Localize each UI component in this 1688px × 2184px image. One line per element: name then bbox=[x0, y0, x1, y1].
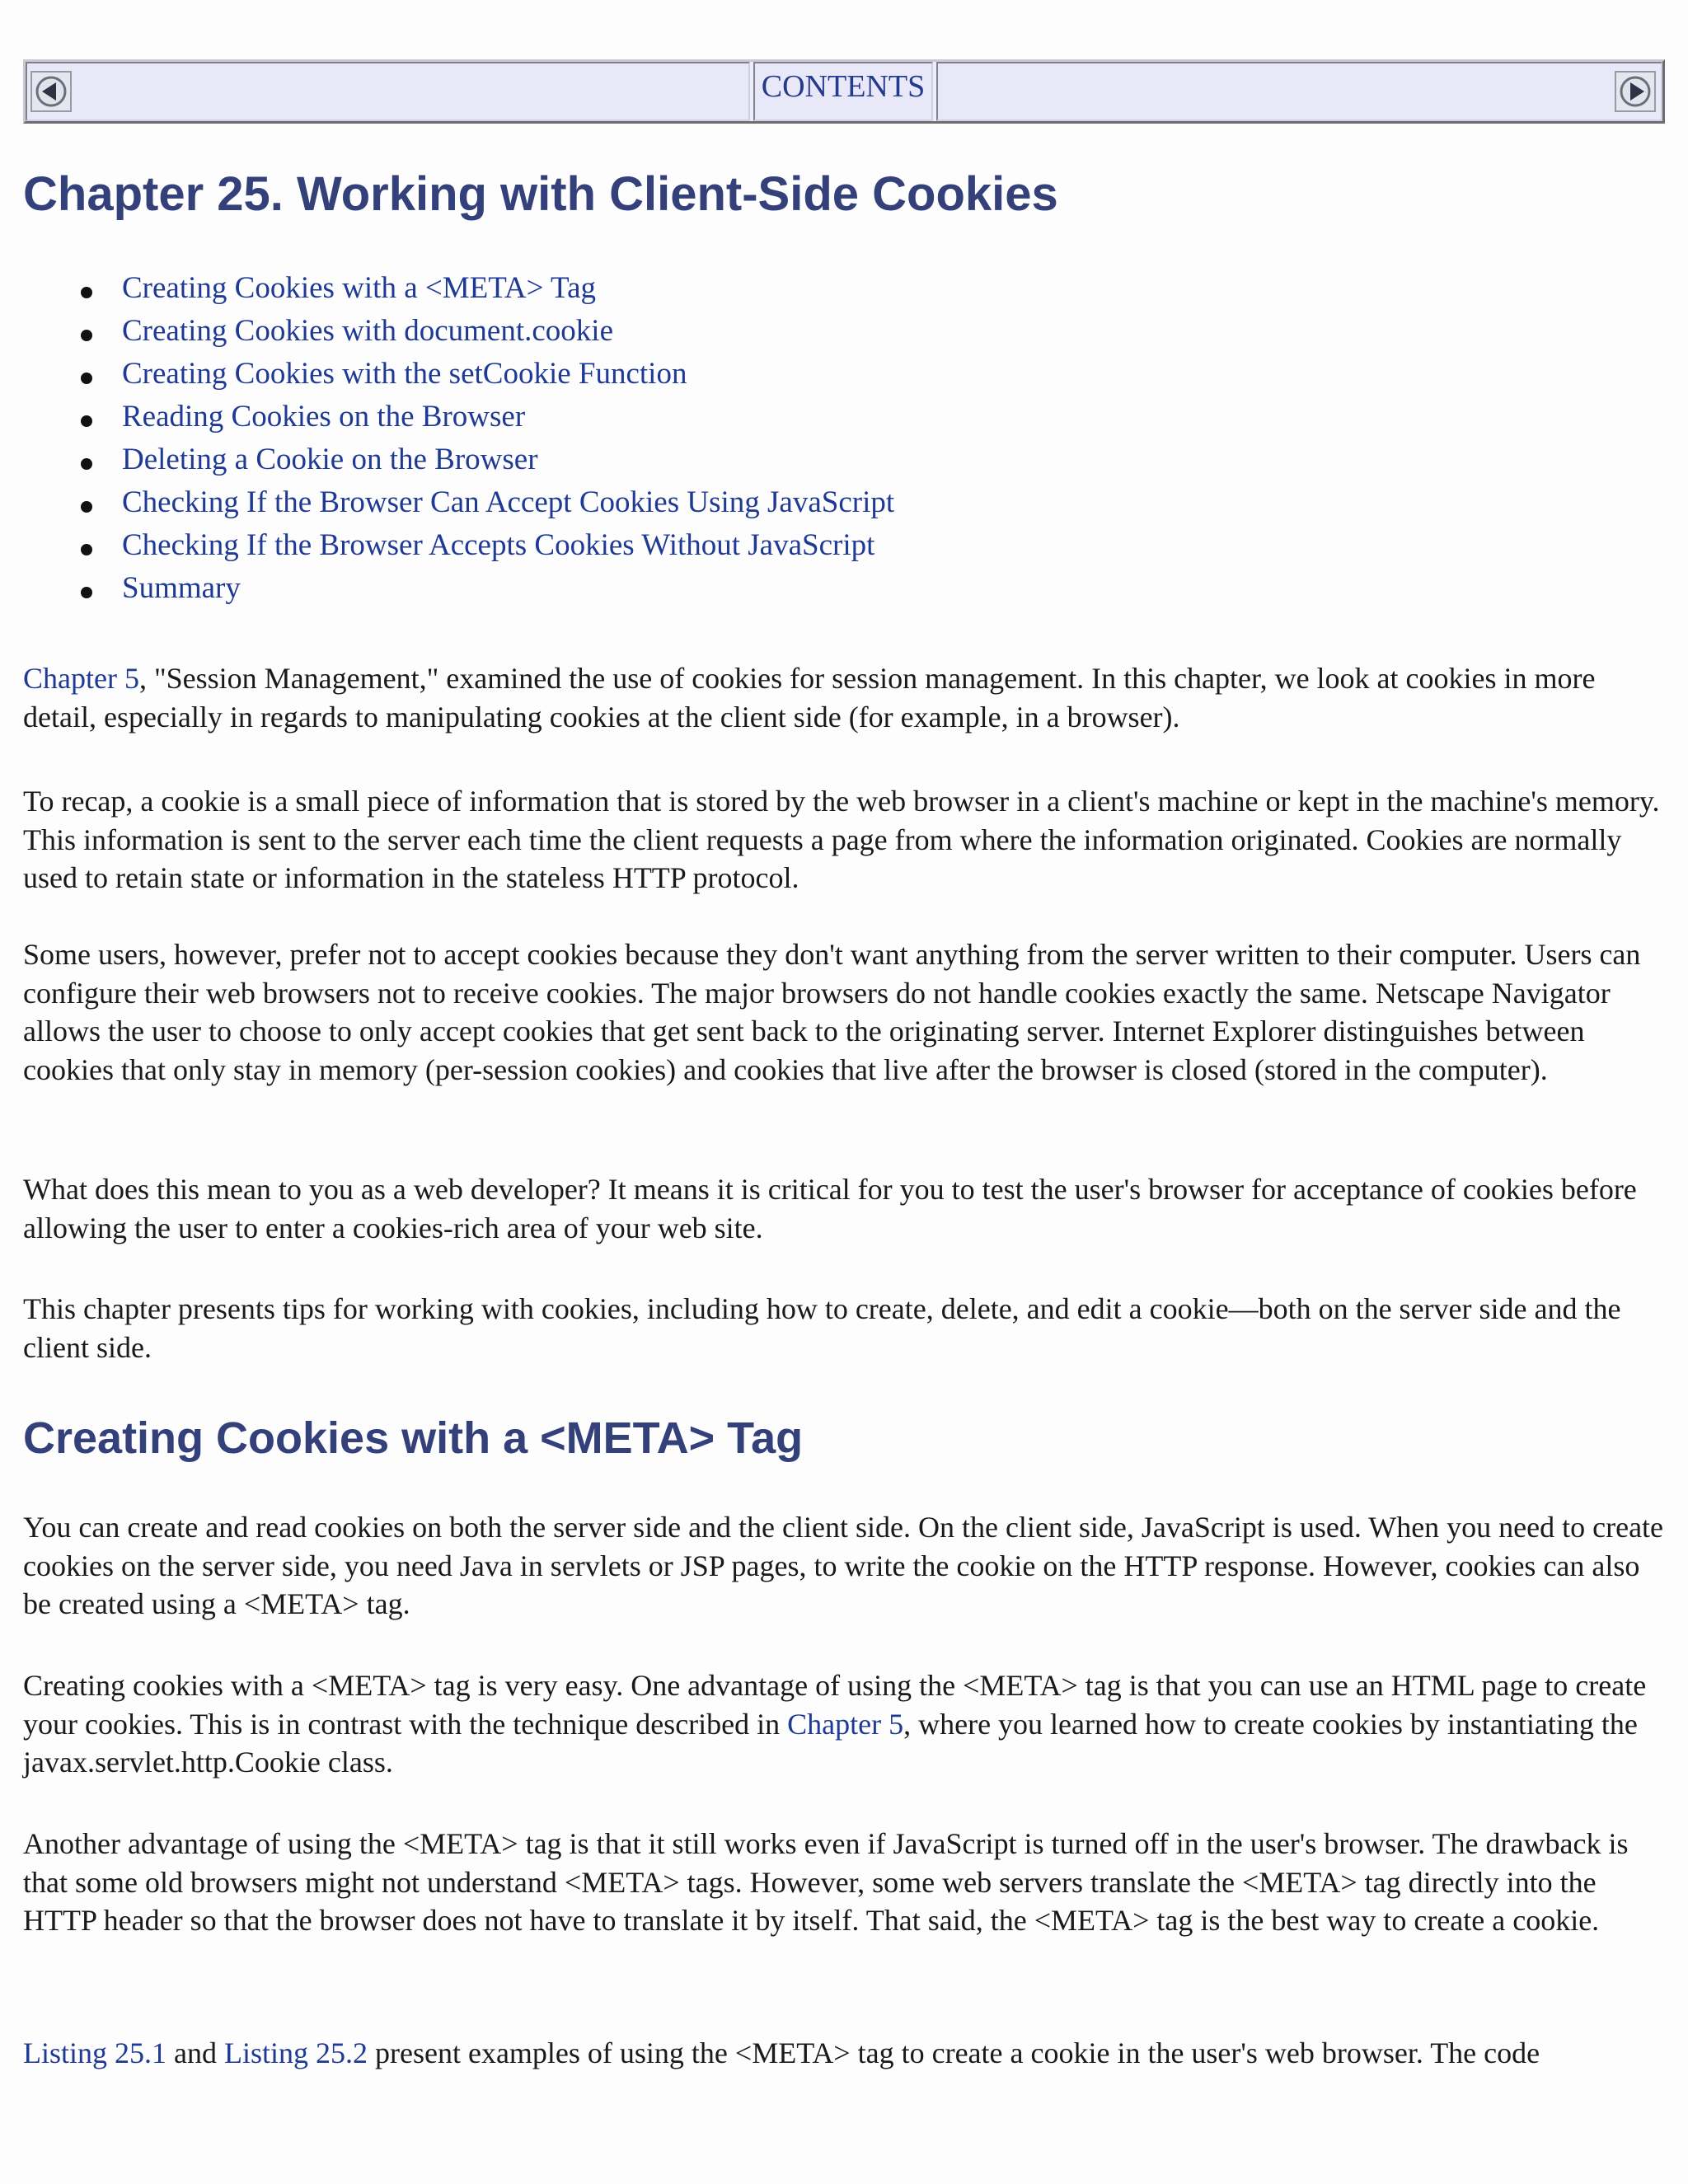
chapter-5-link-2[interactable]: Chapter 5 bbox=[787, 1707, 904, 1741]
listing-25-2-link[interactable]: Listing 25.2 bbox=[224, 2036, 368, 2069]
section-title-meta-tag: Creating Cookies with a <META> Tag bbox=[23, 1413, 804, 1463]
page bbox=[23, 59, 1665, 2069]
toc-item bbox=[23, 353, 894, 396]
section1-paragraph-2 bbox=[23, 1666, 1665, 1782]
toc-item bbox=[23, 267, 894, 310]
chapter-title: Chapter 25. Working with Client-Side Cookies bbox=[23, 167, 1058, 221]
and-text: and bbox=[166, 2036, 224, 2069]
toc-item bbox=[23, 481, 894, 524]
section1-paragraph-4-text: present examples of using the <META> tag to create a cookie in the user's web browser. The code bbox=[368, 2036, 1540, 2069]
toc-item bbox=[23, 396, 894, 438]
toc-link-checking-js[interactable]: Checking If the Browser Can Accept Cookies Using JavaScript bbox=[122, 485, 895, 519]
toc-item bbox=[23, 524, 894, 567]
nav-left-cell bbox=[26, 62, 750, 121]
contents-link[interactable]: CONTENTS bbox=[761, 69, 926, 104]
toc-item bbox=[23, 567, 894, 610]
section1-paragraph-1: You can create and read cookies on both the server side and the client side. On the client side, JavaScript is used. When you need to create cookies on the server side, you need Java in servlets or JSP pages, to write the cookie on the HTTP response. However, cookies can also be created using a <META> tag. bbox=[23, 1511, 1664, 1620]
previous-page-icon[interactable] bbox=[30, 71, 72, 112]
section1-paragraph-2-text-b: , where you learned how to create cookies by instantiating the javax.servlet.http.Cookie class. bbox=[23, 1707, 1638, 1779]
intro-paragraph-1-text: , "Session Management," examined the use of cookies for session management. In this chapter, we look at cookies in more detail, especially in regards to manipulating cookies at the client side (for example, in a browser). bbox=[23, 662, 1596, 733]
listing-25-1-link[interactable]: Listing 25.1 bbox=[23, 2036, 167, 2069]
toc-item bbox=[23, 438, 894, 481]
nav-contents-cell bbox=[753, 62, 933, 121]
next-page-icon[interactable] bbox=[1615, 71, 1656, 112]
intro-paragraph-3: Some users, however, prefer not to accept cookies because they don't want anything from the server written to their computer. Users can configure their web browsers not to receive cookies. The major browsers do not handle cookies exactly the same. Netscape Navigator allows the user to choose to only accept cookies that get sent back to the originating server. Internet Explorer distinguishes between cookies that only stay in memory (per-session cookies) and cookies that live after the browser is closed (stored in the computer). bbox=[23, 938, 1641, 1086]
intro-paragraph-4: What does this mean to you as a web developer? It means it is critical for you to test the user's browser for acceptance of cookies before allowing the user to enter a cookies-rich area of your web site. bbox=[23, 1173, 1637, 1244]
toc-link-setcookie[interactable]: Creating Cookies with the setCookie Function bbox=[122, 357, 687, 391]
toc-item bbox=[23, 310, 894, 353]
nav-right-cell bbox=[936, 62, 1662, 121]
toc-link-reading-cookies[interactable]: Reading Cookies on the Browser bbox=[122, 400, 526, 434]
toc-link-document-cookie[interactable]: Creating Cookies with document.cookie bbox=[122, 314, 613, 348]
toc-link-meta-tag[interactable]: Creating Cookies with a <META> Tag bbox=[122, 271, 596, 305]
toc-link-checking-no-js[interactable]: Checking If the Browser Accepts Cookies Without JavaScript bbox=[122, 528, 875, 562]
section1-paragraph-2-text-a: Creating cookies with a <META> tag is very easy. One advantage of using the <META> tag is that you can use an HTML page to create your cookies. This is in contrast with the technique described in bbox=[23, 1669, 1647, 1741]
intro-paragraph-5: This chapter presents tips for working with cookies, including how to create, delete, and edit a cookie—both on the server side and the client side. bbox=[23, 1292, 1621, 1364]
section1-paragraph-4 bbox=[23, 2034, 1665, 2073]
toc-link-summary[interactable]: Summary bbox=[122, 571, 241, 605]
intro-paragraph-2: To recap, a cookie is a small piece of information that is stored by the web browser in a client's machine or kept in the machine's memory. This information is sent to the server each time the client requests a page from where the information originated. Cookies are normally used to retain state or information in the stateless HTTP protocol. bbox=[23, 785, 1660, 894]
section1-paragraph-3: Another advantage of using the <META> tag is that it still works even if JavaScript is turned off in the user's browser. The drawback is that some old browsers might not understand <META> tags. However, some web servers translate the <META> tag directly into the HTTP header so that the browser does not have to translate it by itself. That said, the <META> tag is the best way to create a cookie. bbox=[23, 1827, 1629, 1937]
table-of-contents bbox=[23, 267, 894, 610]
toc-link-deleting-cookie[interactable]: Deleting a Cookie on the Browser bbox=[122, 443, 538, 476]
navigation-bar bbox=[23, 59, 1665, 124]
intro-paragraph-1 bbox=[23, 659, 1665, 736]
chapter-5-link[interactable]: Chapter 5 bbox=[23, 662, 139, 695]
